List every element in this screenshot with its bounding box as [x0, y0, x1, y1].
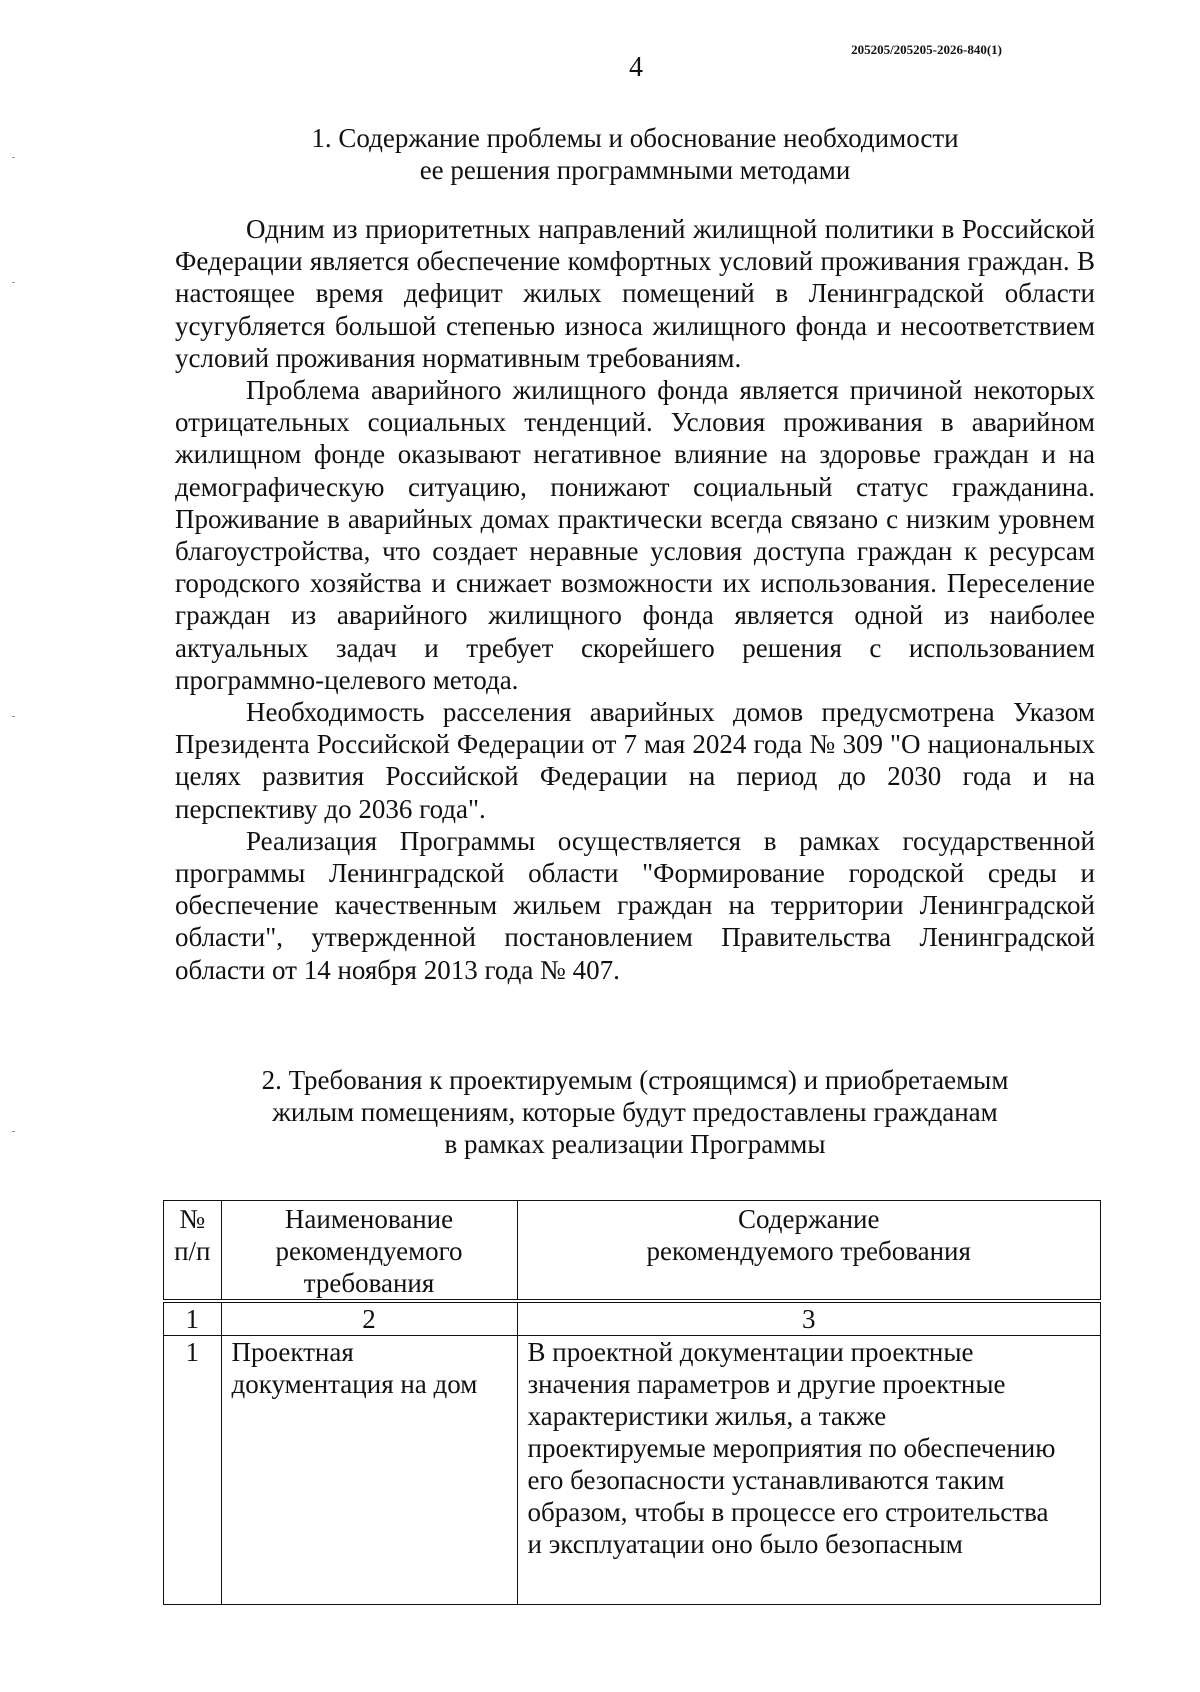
section-1-title-line: 1. Содержание проблемы и обоснование необходимости: [311, 123, 959, 153]
row-content-line: В проектной документации проектные: [527, 1337, 974, 1367]
header-cell-name: [221, 1201, 517, 1302]
row-content-line: характеристики жилья, а также: [527, 1401, 887, 1431]
header-text: Содержание: [738, 1204, 880, 1234]
document-id: 205205/205205-2026-840(1): [851, 42, 1002, 57]
column-number: 1: [164, 1301, 222, 1336]
margin-mark: [12, 157, 15, 158]
row-content-line: проектируемые мероприятия по обеспечению: [527, 1433, 1056, 1463]
margin-mark: [12, 282, 15, 283]
paragraph: Одним из приоритетных направлений жилищной политики в Российской Федерации является обеспечение комфортных условий проживания граждан. В настоящее время дефицит жилых помещений в Ленинградской области усугубляется большой степенью износа жилищного фонда и несоответствием условий проживания нормативным требованиям.: [175, 214, 1095, 373]
margin-mark: [12, 716, 15, 717]
column-number-row: [164, 1301, 1101, 1336]
section-1-title-line: ее решения программными методами: [419, 155, 851, 185]
header-text: рекомендуемого: [275, 1236, 463, 1266]
paragraph: Проблема аварийного жилищного фонда является причиной некоторых отрицательных социальных тенденций. Условия проживания в аварийном жилищном фонде оказывают негативное влияние на здоровье граждан и на демографическую ситуацию, понижают социальный статус гражданина. Проживание в аварийных домах практически всегда связано с низким уровнем благоустройства, что создает неравные условия доступа граждан к ресурсам городского хозяйства и снижает возможности их использования. Переселение граждан из аварийного жилищного фонда является одной из наиболее актуальных задач и требует скорейшего решения с использованием программно-целевого метода.: [175, 375, 1095, 695]
section-2-title-line: 2. Требования к проектируемым (строящимся) и приобретаемым: [261, 1065, 1009, 1095]
header-text: №: [179, 1204, 206, 1234]
paragraph: Реализация Программы осуществляется в рамках государственной программы Ленинградской области "Формирование городской среды и обеспечение качественным жильем граждан на территории Ленинградской области", утвержденной постановлением Правительства Ленинградской области от 14 ноября 2013 года № 407.: [175, 825, 1095, 985]
row-name: [221, 1336, 517, 1605]
column-number: 3: [517, 1301, 1101, 1336]
page-number: 4: [629, 52, 643, 83]
margin-mark: [12, 1131, 15, 1132]
header-cell-no: [164, 1201, 222, 1302]
section-1-title: [175, 122, 1095, 186]
row-name-line: Проектная: [231, 1337, 354, 1367]
section-2-title: [175, 1064, 1095, 1160]
paragraph: Необходимость расселения аварийных домов предусмотрена Указом Президента Российской Федерации от 7 мая 2024 года № 309 "О национальных целях развития Российской Федерации на период до 2030 года и на перспективу до 2036 года".: [175, 697, 1095, 824]
row-content-line: его безопасности устанавливаются таким: [527, 1465, 1005, 1495]
table-row: [164, 1336, 1101, 1605]
column-number: 2: [221, 1301, 517, 1336]
row-content-line: и эксплуатации оно было безопасным: [527, 1529, 963, 1559]
header-cell-content: [517, 1201, 1101, 1302]
table-header-row: [164, 1201, 1101, 1302]
header-text: рекомендуемого требования: [646, 1236, 971, 1266]
requirements-table: [163, 1200, 1101, 1605]
section-2-title-line: жилым помещениям, которые будут предоставлены гражданам: [272, 1097, 998, 1127]
row-content-line: образом, чтобы в процессе его строительства: [527, 1497, 1049, 1527]
section-1-body: [175, 213, 1095, 986]
row-content: [517, 1336, 1101, 1605]
row-number: 1: [164, 1336, 222, 1605]
header-text: требования: [303, 1268, 435, 1298]
header-text: Наименование: [284, 1204, 454, 1234]
row-content-line: значения параметров и другие проектные: [527, 1369, 1006, 1399]
header-text: п/п: [174, 1236, 211, 1266]
section-2-title-line: в рамках реализации Программы: [444, 1129, 826, 1159]
row-name-line: документация на дом: [231, 1369, 478, 1399]
